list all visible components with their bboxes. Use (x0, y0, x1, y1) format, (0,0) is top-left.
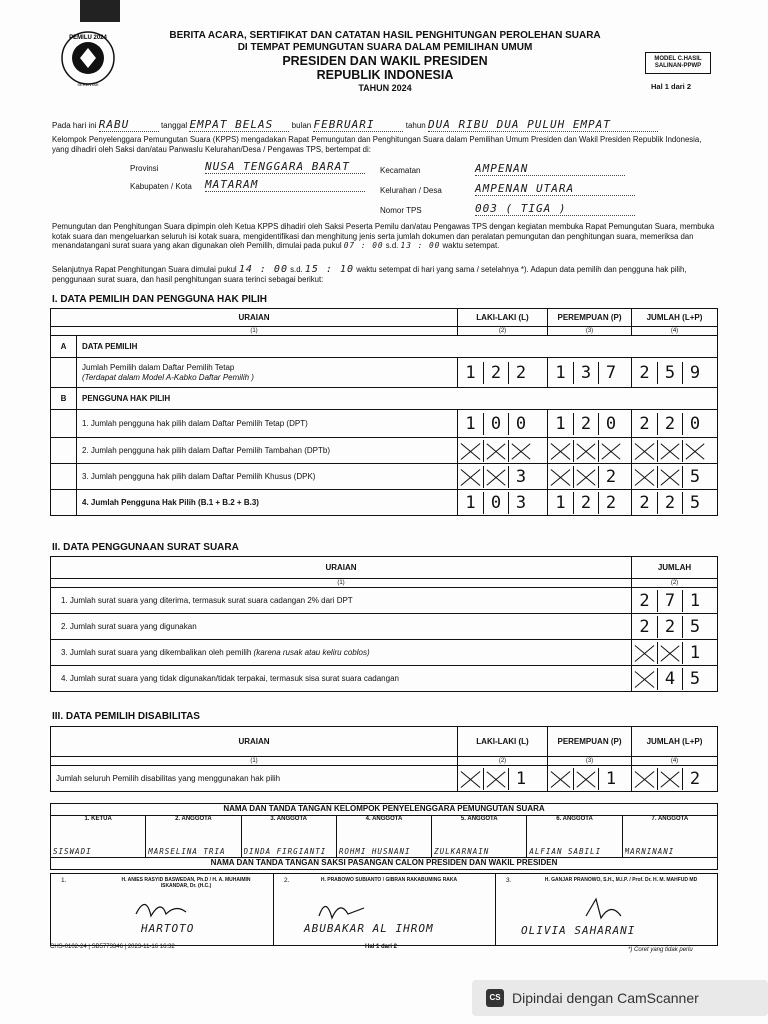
table-disabilitas: URAIAN LAKI-LAKI (L) PEREMPUAN (P) JUMLAH (L+P) (1) (2) (3) (4) Jumlah seluruh Pemilih disabilitas yang menggunakan hak pilih 1 1 2 (50, 726, 718, 792)
footer-page: Hal 1 dari 2 (365, 944, 398, 950)
row-pengguna-dpk: 3. Jumlah pengguna hak pilih dalam Daftar Pemilih Khusus (DPK) 3 2 5 (51, 464, 718, 490)
signature-kpps: NAMA DAN TANDA TANGAN KELOMPOK PENYELENGGARA PEMUNGUTAN SUARA 1. KETUA SISWADI 2. ANGGOTA MARSELINA TRIA 3. ANGGOTA DINDA FIRGIANTI 4. ANGGOTA ROHMI HUSNANI 5. ANGGOTA ZULKARNAIN 6. ANGGOTA ALFIAN SABILI 7. ANGGOTA MARNINANI NAMA DAN TANDA TANGAN SAKSI PASANGAN CALON PRESIDEN DAN WAKIL PRESIDEN (50, 803, 718, 870)
scan-artifact (80, 0, 120, 22)
body-paragraph-1: Pemungutan dan Penghitungan Suara dipimpin oleh Ketua KPPS dihadiri oleh Saksi Peserta Pemilu dan/atau Pengawas TPS dengan kegiatan membuka Rapat Pemungutan Suara, membuka kotak suara dan mengeluarkan seluruh isi kotak suara, mengidentifikasi dan menghitung jenis serta jumlah dokumen dan peralatan pemungutan dan penghitungan suara, memeriksa dan menandatangani surat suara yang akan digunakan oleh Pemilih, dimulai pada pukul 07 : 00 s.d. 13 : 00 waktu setempat. (52, 222, 715, 250)
footer-note: *) Coret yang tidak perlu (628, 947, 693, 953)
kpps-member: 1. KETUA SISWADI (51, 816, 146, 858)
kpps-member: 7. ANGGOTA MARNINANI (622, 816, 717, 858)
row-dpt: Jumlah Pemilih dalam Daftar Pemilih Tetap (Terdapat dalam Model A-Kabko Daftar Pemilih ) 1 2 2 1 3 7 2 5 9 (51, 358, 718, 388)
section-1-title: I. DATA PEMILIH DAN PENGGUNA HAK PILIH (52, 294, 267, 305)
signature-saksi: 1. H. ANIES RASYID BASWEDAN, Ph.D / H. A. MUHAIMIN ISKANDAR, Dr. (H.C.) HARTOTO 2. H. PRABOWO SUBIANTO / GIBRAN RAKABUMING RAKA ABUBAKAR AL IHROM 3. H. GANJAR PRANOWO, S.H., M.I.P. / Prof. Dr. H. M. MAHFUD MD OLIVIA SAHARANI (50, 873, 718, 946)
row-pengguna-total: 4. Jumlah Pengguna Hak Pilih (B.1 + B.2 + B.3) 1 0 3 1 2 2 2 2 5 (51, 490, 718, 516)
footer-code: CHS-0102-24 | SB5773346 | 2023-11-16 16:32 (50, 944, 175, 950)
camscanner-watermark: CS Dipindai dengan CamScanner (472, 980, 768, 1016)
kpps-member: 6. ANGGOTA ALFIAN SABILI (527, 816, 622, 858)
location-block: Provinsi NUSA TENGGARA BARAT Kabupaten / Kota MATARAM Kecamatan AMPENAN Kelurahan / Desa AMPENAN UTARA Nomor TPS 003 ( TIGA ) (130, 160, 730, 220)
body-paragraph-2: Selanjutnya Rapat Penghitungan Suara dimulai pukul 14 : 00 s.d. 15 : 10 waktu setempat di hari yang sama / setelahnya *). Adapun data pemilih dan pengguna hak pilih, penggunaan surat suara, dan hasil penghitungan suara terinci sebagai berikut: (52, 264, 687, 284)
intro-date-line: Pada hari ini RABU tanggal EMPAT BELAS bulan FEBRUARI tahun DUA RIBU DUA PULUH EMPAT (52, 118, 658, 132)
model-badge: MODEL C.HASIL SALINAN-PPWP (645, 52, 711, 74)
kpps-member: 3. ANGGOTA DINDA FIRGIANTI (241, 816, 336, 858)
svg-text:PEMILU 2024: PEMILU 2024 (69, 35, 107, 41)
section-2-title: II. DATA PENGGUNAAN SURAT SUARA (52, 542, 239, 553)
row-pengguna-dpt: 1. Jumlah pengguna hak pilih dalam Daftar Pemilih Tetap (DPT) 1 0 0 1 2 0 2 2 0 (51, 410, 718, 438)
camscanner-icon: CS (486, 989, 504, 1007)
page-number: Hal 1 dari 2 (651, 82, 692, 91)
table-surat-suara: URAIAN JUMLAH (1) (2) 1. Jumlah surat suara yang diterima, termasuk surat suara cadangan 2% dari DPT 2 7 1 2. Jumlah surat suara yang digunakan 2 2 5 3. Jumlah surat suara yang dikembalikan oleh pemilih (karena rusak atau keliru coblos) 1 4. Jumlah surat suara yang tidak digunakan/tidak terpakai, termasuk sisa surat suara cadangan 4 5 (50, 556, 718, 692)
table-data-pemilih: URAIAN LAKI-LAKI (L) PEREMPUAN (P) JUMLAH (L+P) (1) (2) (3) (4) A DATA PEMILIH Jumlah Pemilih dalam Daftar Pemilih Tetap (Terdapat dalam Model A-Kabko Daftar Pemilih ) 1 2 2 1 3 7 2 5 9 B PENGGUNA HAK PILIH 1. Jumlah pengguna hak pilih dalam Daftar Pemilih Tetap (DPT) 1 0 0 1 2 0 2 2 0 2. Jumlah pengguna hak pilih dalam Daftar Pemilih Tambahan (DPTb) 3. Jumlah pengguna hak pilih dalam Daftar Pemilih Khusus (DPK) 3 2 5 4. Jumlah Pengguna Hak Pilih (B.1 + B.2 + B.3) 1 0 3 1 2 2 2 2 5 (50, 308, 718, 516)
row-pengguna-dptb: 2. Jumlah pengguna hak pilih dalam Daftar Pemilih Tambahan (DPTb) (51, 438, 718, 464)
section-3-title: III. DATA PEMILIH DISABILITAS (52, 711, 200, 722)
kpu-logo (58, 28, 118, 90)
document-title: BERITA ACARA, SERTIFIKAT DAN CATATAN HASIL PENGHITUNGAN PEROLEHAN SUARA DI TEMPAT PEMUNGUTAN SUARA DALAM PEMILIHAN UMUM PRESIDEN DAN WAKIL PRESIDEN REPUBLIK INDONESIA TAHUN 2024 (169, 30, 601, 93)
kpps-member: 2. ANGGOTA MARSELINA TRIA (146, 816, 241, 858)
intro-text: Kelompok Penyelenggara Pemungutan Suara (KPPS) mengadakan Rapat Pemungutan dan Penghitungan Suara dalam Pemilihan Umum Presiden dan Wakil Presiden Republik Indonesia, yang dihadiri oleh Saksi dan/atau Panwaslu Kelurahan/Desa / Pengawas TPS, bertempat di: (52, 135, 702, 154)
kpps-member: 5. ANGGOTA ZULKARNAIN (432, 816, 527, 858)
kpps-member: 4. ANGGOTA ROHMI HUSNANI (336, 816, 431, 858)
svg-text:SERENTAK: SERENTAK (77, 82, 99, 87)
